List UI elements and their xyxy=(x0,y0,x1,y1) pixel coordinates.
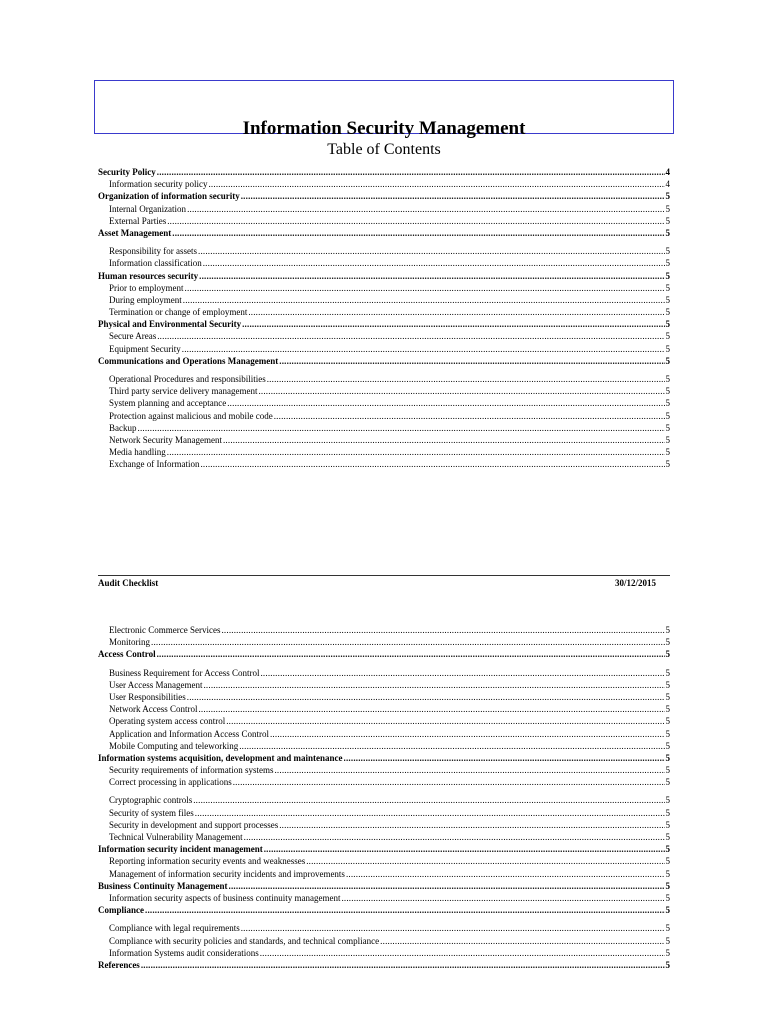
toc-entry-title: Business Requirement for Access Control xyxy=(109,667,260,678)
toc-dot-leader xyxy=(233,776,665,788)
toc-dot-leader xyxy=(258,385,664,397)
toc-dot-leader xyxy=(195,807,665,819)
toc-page-number: 5 xyxy=(665,282,670,293)
toc-dot-leader xyxy=(267,373,665,385)
toc-dot-leader xyxy=(157,648,665,660)
toc-page-number: 5 xyxy=(665,807,670,818)
toc-page-number: 5 xyxy=(665,307,670,318)
toc-entry-title: Monitoring xyxy=(109,637,151,648)
toc-dot-leader xyxy=(279,819,664,831)
toc-entry-title: Security in development and support processes xyxy=(109,819,279,830)
toc-dot-leader xyxy=(198,245,665,257)
toc-entry[interactable] xyxy=(98,245,670,257)
toc-entry[interactable] xyxy=(98,257,670,269)
toc-dot-leader xyxy=(203,679,664,691)
toc-entry-title: Backup xyxy=(109,422,137,433)
toc-entry[interactable] xyxy=(98,959,670,971)
toc-dot-leader xyxy=(187,203,664,215)
toc-dot-leader xyxy=(242,318,664,330)
toc-entry-title: Equipment Security xyxy=(109,343,181,354)
toc-page-number: 5 xyxy=(665,637,670,648)
toc-page-number: 5 xyxy=(665,434,670,445)
toc-page-number: 5 xyxy=(665,374,670,384)
toc-list-page-1 xyxy=(98,166,670,471)
toc-dot-leader xyxy=(157,330,664,342)
toc-entry[interactable] xyxy=(98,868,670,880)
toc-dot-leader xyxy=(226,715,664,727)
toc-page-number: 5 xyxy=(665,844,670,855)
toc-entry[interactable] xyxy=(98,306,670,318)
toc-entry-title: Prior to employment xyxy=(109,282,184,293)
toc-page-number: 5 xyxy=(665,868,670,879)
toc-dot-leader xyxy=(221,624,664,636)
toc-entry[interactable] xyxy=(98,892,670,904)
toc-entry[interactable] xyxy=(98,880,670,892)
toc-dot-leader xyxy=(244,831,665,843)
toc-page-number: 5 xyxy=(665,856,670,867)
toc-page-number: 5 xyxy=(665,447,670,458)
toc-dot-leader xyxy=(185,282,665,294)
toc-entry[interactable] xyxy=(98,648,670,660)
toc-page-number: 5 xyxy=(665,331,670,342)
toc-entry[interactable] xyxy=(98,807,670,819)
toc-entry[interactable] xyxy=(98,624,670,636)
toc-entry-title: Asset Management xyxy=(98,227,172,238)
toc-entry-title: Internal Organization xyxy=(109,203,187,214)
toc-page-number: 5 xyxy=(665,459,670,470)
toc-page-number: 4 xyxy=(665,179,670,190)
toc-list-page-2 xyxy=(98,624,670,971)
toc-dot-leader xyxy=(172,227,664,239)
toc-entry[interactable] xyxy=(98,385,670,397)
toc-entry[interactable] xyxy=(98,355,670,367)
toc-entry[interactable] xyxy=(98,922,670,934)
toc-entry-title: Correct processing in applications xyxy=(109,777,232,788)
toc-page-number: 5 xyxy=(665,246,670,257)
toc-entry-title: Information classification xyxy=(109,258,202,269)
toc-entry-title: Security requirements of information systems xyxy=(109,765,274,776)
toc-page-number: 5 xyxy=(665,704,670,715)
toc-entry-title: Network Access Control xyxy=(109,704,198,715)
toc-dot-leader xyxy=(200,458,664,470)
toc-page-number: 4 xyxy=(665,167,670,177)
toc-entry-title: Media handling xyxy=(109,447,166,458)
toc-entry[interactable] xyxy=(98,740,670,752)
toc-page-number: 5 xyxy=(665,203,670,214)
toc-entry[interactable] xyxy=(98,728,670,740)
toc-entry[interactable] xyxy=(98,446,670,458)
toc-entry-title: Network Security Management xyxy=(109,434,222,445)
toc-entry-title: Business Continuity Management xyxy=(98,880,228,891)
toc-dot-leader xyxy=(229,880,665,892)
toc-page-number: 5 xyxy=(665,270,670,281)
toc-entry[interactable] xyxy=(98,947,670,959)
toc-entry-title: During employment xyxy=(109,294,182,305)
toc-page-number: 5 xyxy=(665,935,670,946)
toc-entry-title: Third party service delivery management xyxy=(109,386,258,397)
toc-page-number: 5 xyxy=(665,294,670,305)
toc-entry[interactable] xyxy=(98,843,670,855)
toc-entry-title: System planning and acceptance xyxy=(109,398,227,409)
toc-dot-leader xyxy=(151,636,664,648)
toc-page-number: 5 xyxy=(665,215,670,226)
toc-page-number: 5 xyxy=(665,740,670,751)
toc-page-number: 5 xyxy=(665,649,670,660)
toc-entry[interactable] xyxy=(98,227,670,239)
toc-entry-title: User Responsibilities xyxy=(109,691,186,702)
toc-page-number: 5 xyxy=(665,777,670,788)
toc-entry[interactable] xyxy=(98,422,670,434)
toc-dot-leader xyxy=(264,843,665,855)
toc-page-number: 5 xyxy=(665,667,670,678)
toc-dot-leader xyxy=(183,294,665,306)
toc-page-number: 5 xyxy=(665,959,670,970)
toc-page-number: 5 xyxy=(665,386,670,397)
toc-entry[interactable] xyxy=(98,330,670,342)
toc-entry[interactable] xyxy=(98,819,670,831)
toc-entry[interactable] xyxy=(98,215,670,227)
toc-page-number: 5 xyxy=(665,410,670,421)
footer-title: Audit Checklist xyxy=(98,578,159,588)
toc-page-number: 5 xyxy=(665,679,670,690)
toc-entry[interactable] xyxy=(98,691,670,703)
document-title: Information Security Management xyxy=(242,118,526,139)
toc-entry-title: Information security aspects of business continuity management xyxy=(109,892,341,903)
toc-entry[interactable] xyxy=(98,715,670,727)
toc-entry[interactable] xyxy=(98,203,670,215)
toc-dot-leader xyxy=(279,355,664,367)
toc-page-number: 5 xyxy=(665,398,670,409)
toc-page-number: 5 xyxy=(665,319,670,330)
toc-page-number: 5 xyxy=(665,343,670,354)
toc-dot-leader xyxy=(138,422,665,434)
toc-entry-title: Communications and Operations Management xyxy=(98,355,279,366)
toc-entry[interactable] xyxy=(98,667,670,679)
toc-page-number: 5 xyxy=(665,880,670,891)
toc-entry-title: References xyxy=(98,959,140,970)
toc-page-number: 5 xyxy=(665,625,670,635)
toc-page-number: 5 xyxy=(665,765,670,776)
toc-entry-title: Operational Procedures and responsibilities xyxy=(109,374,266,384)
toc-entry-title: Compliance with security policies and standards, and technical compliance xyxy=(109,935,380,946)
toc-entry[interactable] xyxy=(98,831,670,843)
toc-dot-leader xyxy=(167,215,664,227)
toc-dot-leader xyxy=(208,178,664,190)
toc-entry-title: Secure Areas xyxy=(109,331,157,342)
toc-dot-leader xyxy=(241,190,665,202)
toc-page-number: 5 xyxy=(665,258,670,269)
toc-entry[interactable] xyxy=(98,752,670,764)
toc-entry[interactable] xyxy=(98,935,670,947)
toc-dot-leader xyxy=(306,855,664,867)
toc-dot-leader xyxy=(341,892,664,904)
toc-entry[interactable] xyxy=(98,904,670,916)
toc-entry-title: External Parties xyxy=(109,215,167,226)
toc-page-number: 5 xyxy=(665,905,670,916)
toc-page-number: 5 xyxy=(665,355,670,366)
toc-entry-title: Access Control xyxy=(98,649,156,660)
toc-entry-title: Termination or change of employment xyxy=(109,307,248,318)
toc-dot-leader xyxy=(274,410,665,422)
toc-entry-title: Physical and Environmental Security xyxy=(98,319,242,330)
toc-dot-leader xyxy=(346,868,665,880)
toc-entry[interactable] xyxy=(98,166,670,178)
toc-entry-title: Management of information security incidents and improvements xyxy=(109,868,345,879)
toc-entry-title: Compliance with legal requirements xyxy=(109,923,240,934)
toc-page-number: 5 xyxy=(665,947,670,958)
toc-entry-title: User Access Management xyxy=(109,679,203,690)
toc-entry-title: Application and Information Access Control xyxy=(109,728,269,739)
toc-entry[interactable] xyxy=(98,458,670,470)
toc-entry[interactable] xyxy=(98,410,670,422)
toc-entry-title: Human resources security xyxy=(98,270,199,281)
toc-entry[interactable] xyxy=(98,190,670,202)
toc-entry-title: Compliance xyxy=(98,905,144,916)
toc-entry-title: Information security incident management xyxy=(98,844,263,855)
toc-entry[interactable] xyxy=(98,178,670,190)
toc-entry[interactable] xyxy=(98,794,670,806)
toc-dot-leader xyxy=(380,935,664,947)
toc-dot-leader xyxy=(193,794,664,806)
toc-page-number: 5 xyxy=(665,892,670,903)
toc-page-number: 5 xyxy=(665,795,670,806)
toc-entry-title: Electronic Commerce Services xyxy=(109,625,221,635)
toc-dot-leader xyxy=(141,959,665,971)
toc-dot-leader xyxy=(198,703,664,715)
toc-dot-leader xyxy=(227,397,664,409)
toc-entry-title: Protection against malicious and mobile code xyxy=(109,410,273,421)
toc-entry-title: Information security policy xyxy=(109,179,208,190)
toc-entry-title: Organization of information security xyxy=(98,191,240,202)
toc-dot-leader xyxy=(241,922,665,934)
toc-page-number: 5 xyxy=(665,691,670,702)
toc-entry[interactable] xyxy=(98,294,670,306)
toc-entry[interactable] xyxy=(98,679,670,691)
toc-dot-leader xyxy=(199,270,664,282)
toc-entry-title: Security of system files xyxy=(109,807,194,818)
toc-entry[interactable] xyxy=(98,776,670,788)
toc-dot-leader xyxy=(167,446,665,458)
toc-entry[interactable] xyxy=(98,703,670,715)
toc-entry[interactable] xyxy=(98,764,670,776)
toc-entry[interactable] xyxy=(98,855,670,867)
toc-dot-leader xyxy=(260,667,664,679)
toc-dot-leader xyxy=(260,947,665,959)
toc-dot-leader xyxy=(145,904,665,916)
toc-dot-leader xyxy=(203,257,665,269)
toc-dot-leader xyxy=(239,740,664,752)
toc-heading: Table of Contents xyxy=(327,141,441,158)
toc-entry[interactable] xyxy=(98,397,670,409)
toc-page-number: 5 xyxy=(665,923,670,934)
toc-entry-title: Information Systems audit considerations xyxy=(109,947,259,958)
toc-entry-title: Responsibility for assets xyxy=(109,246,197,257)
footer-divider xyxy=(98,575,670,576)
toc-page-number: 5 xyxy=(665,191,670,202)
toc-entry[interactable] xyxy=(98,434,670,446)
toc-page-number: 5 xyxy=(665,422,670,433)
toc-dot-leader xyxy=(223,434,665,446)
toc-dot-leader xyxy=(248,306,664,318)
toc-entry[interactable] xyxy=(98,373,670,385)
toc-page-number: 5 xyxy=(665,752,670,763)
toc-entry[interactable] xyxy=(98,270,670,282)
toc-entry-title: Reporting information security events and weaknesses xyxy=(109,856,306,867)
toc-dot-leader xyxy=(187,691,665,703)
toc-entry[interactable] xyxy=(98,343,670,355)
toc-dot-leader xyxy=(344,752,665,764)
toc-page-number: 5 xyxy=(665,832,670,842)
toc-page-number: 5 xyxy=(665,819,670,830)
footer-date: 30/12/2015 xyxy=(614,578,656,588)
toc-entry-title: Mobile Computing and teleworking xyxy=(109,740,239,751)
toc-entry-title: Cryptographic controls xyxy=(109,795,193,806)
toc-entry-title: Information systems acquisition, development and maintenance xyxy=(98,752,343,763)
toc-entry-title: Technical Vulnerability Management xyxy=(109,832,243,842)
toc-entry-title: Exchange of Information xyxy=(109,459,200,470)
toc-dot-leader xyxy=(182,343,665,355)
toc-entry-title: Security Policy xyxy=(98,167,156,177)
toc-page-number: 5 xyxy=(665,227,670,238)
toc-entry-title: Operating system access control xyxy=(109,716,226,727)
toc-dot-leader xyxy=(157,166,665,178)
toc-entry[interactable] xyxy=(98,282,670,294)
toc-page-number: 5 xyxy=(665,716,670,727)
toc-entry[interactable] xyxy=(98,636,670,648)
toc-page-number: 5 xyxy=(665,728,670,739)
toc-entry[interactable] xyxy=(98,318,670,330)
toc-dot-leader xyxy=(274,764,664,776)
toc-dot-leader xyxy=(270,728,665,740)
